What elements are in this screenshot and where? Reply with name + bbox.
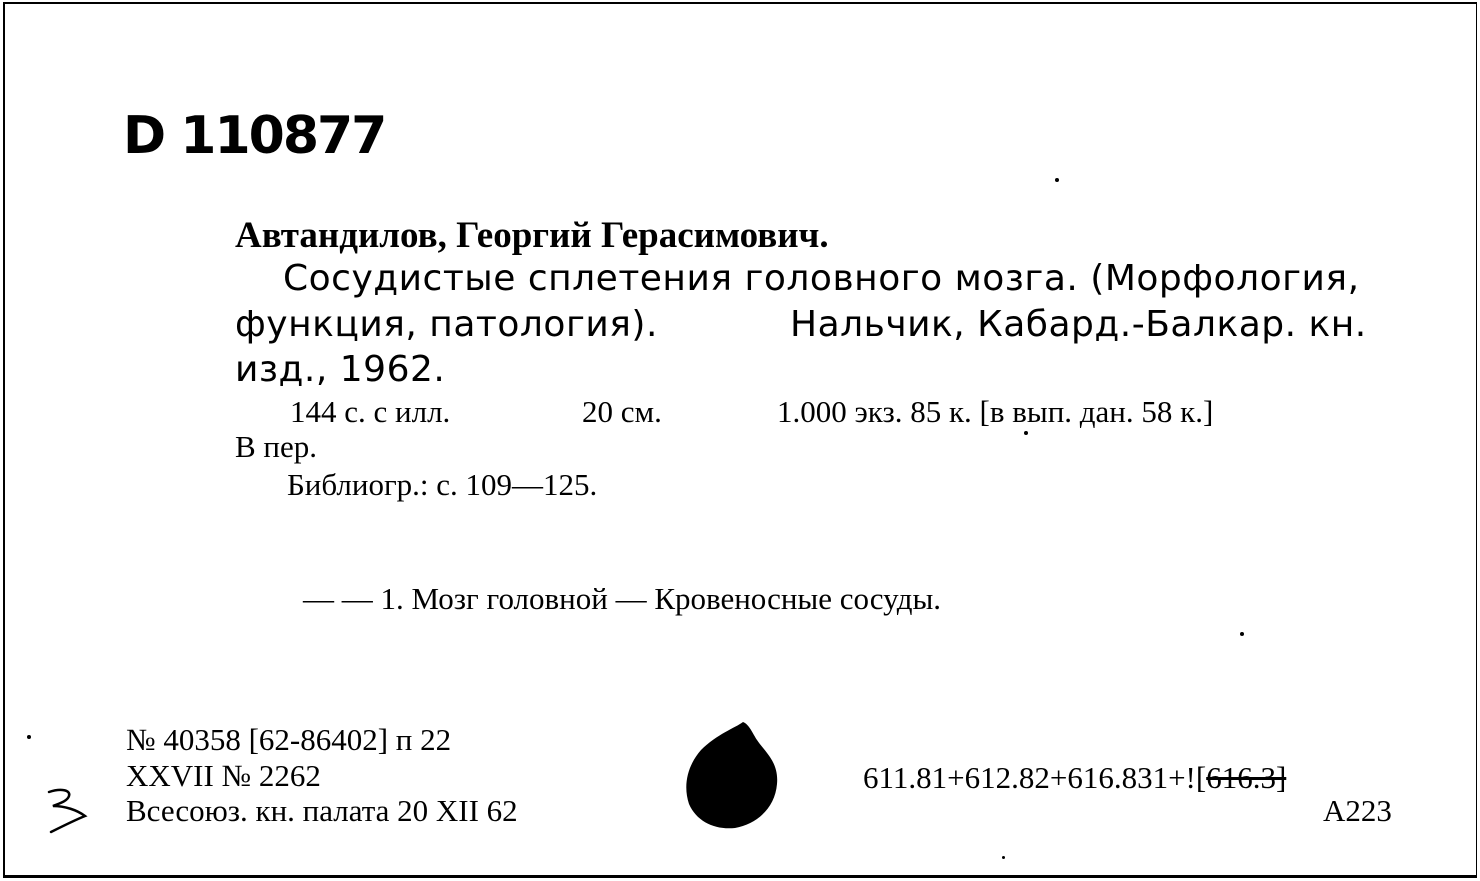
ink-speck xyxy=(1002,856,1005,859)
ink-speck xyxy=(1024,431,1028,435)
collation-price: 1.000 экз. 85 к. [в вып. дан. 58 к.] xyxy=(777,394,1214,429)
series-number: XXVII № 2262 xyxy=(126,758,321,793)
title-line-1: Сосудистые сплетения головного мозга. (Морфология, xyxy=(283,258,1360,299)
ink-speck xyxy=(1055,178,1059,182)
punch-hole-icon xyxy=(683,720,779,830)
publisher-place: Нальчик, Кабард.-Балкар. кн. xyxy=(790,304,1367,345)
publisher-year: изд., 1962. xyxy=(235,349,446,390)
binding-note: В пер. xyxy=(235,429,318,464)
bibliography-note: Библиогр.: с. 109—125. xyxy=(287,467,598,502)
author-heading: Автандилов, Георгий Герасимович. xyxy=(235,215,829,256)
classification-code xyxy=(863,760,1286,796)
classification-main: 611.81+612.82+616.831+![ xyxy=(863,760,1207,795)
ink-speck xyxy=(1240,632,1244,636)
inventory-number: D 110877 xyxy=(123,106,386,166)
card-number: № 40358 [62-86402] п 22 xyxy=(126,722,452,757)
subject-heading: — — 1. Мозг головной — Кровеносные сосуды. xyxy=(303,581,942,616)
handwritten-mark-icon xyxy=(41,786,101,836)
shelf-code: A223 xyxy=(1323,793,1392,828)
catalog-card xyxy=(3,2,1477,878)
collation-size: 20 см. xyxy=(582,394,662,429)
collation-pages: 144 с. с илл. xyxy=(290,394,451,429)
ink-speck xyxy=(27,735,31,739)
classification-struck: 616.3] xyxy=(1206,760,1287,795)
chamber-date: Всесоюз. кн. палата 20 XII 62 xyxy=(126,793,518,828)
title-line-2a: функция, патология). xyxy=(235,304,658,345)
